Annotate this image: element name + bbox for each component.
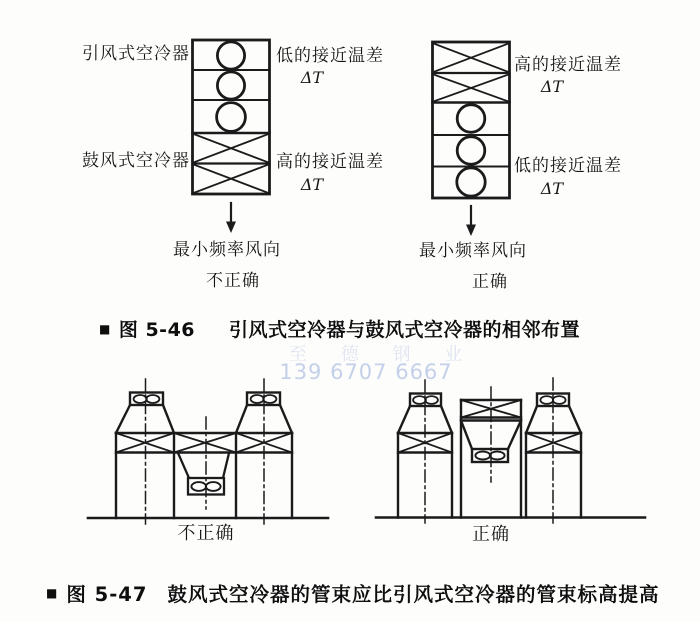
fig46-right-verdict: 正确 xyxy=(472,272,508,292)
fig46-right-stack xyxy=(433,42,510,198)
watermark-text: 至 德 钢 业 xyxy=(289,344,477,365)
fig46-left-stack xyxy=(193,40,270,194)
tube-bundle-x-icon xyxy=(116,433,292,453)
fig47-caption xyxy=(46,579,659,607)
fig46-right-delta-t-top: ΔT xyxy=(540,77,564,96)
fig46-left-verdict: 不正确 xyxy=(206,271,260,291)
fan-circle-icon xyxy=(457,105,485,197)
fig46-caption-number: 图 5-46 xyxy=(118,319,196,341)
fig46-left-delta-t-bottom: ΔT xyxy=(300,175,324,194)
fig46-left-delta-t-top: ΔT xyxy=(300,68,324,87)
forced-draft-unit-low xyxy=(178,453,229,495)
fig46-right-approach-temp-top: 高的接近温差 xyxy=(514,55,622,75)
watermark-phone: 139 6707 6667 xyxy=(279,360,453,384)
fig47-right-group xyxy=(376,378,645,523)
fig47-right-verdict: 正确 xyxy=(472,524,510,545)
fig46-label-induced-cooler: 引风式空冷器 xyxy=(82,44,190,64)
fig46-caption xyxy=(99,315,580,342)
caption-bullet-icon: ■ xyxy=(46,586,59,600)
fig46-right-approach-temp-bottom: 低的接近温差 xyxy=(514,156,622,176)
fig46-label-forced-cooler: 鼓风式空冷器 xyxy=(82,151,190,171)
fig47-left-verdict: 不正确 xyxy=(177,523,235,544)
fan-blade-icon xyxy=(475,452,504,460)
caption-bullet-icon: ■ xyxy=(99,321,111,336)
fig46-left-approach-temp-bottom: 高的接近温差 xyxy=(276,152,384,172)
fig46-left-approach-temp-top: 低的接近温差 xyxy=(276,46,384,66)
fig47-left-group xyxy=(88,379,328,524)
wind-arrow-icon xyxy=(226,203,236,233)
fan-circle-icon xyxy=(217,42,246,131)
wind-arrow-icon xyxy=(466,206,476,236)
fan-blade-icon xyxy=(134,395,160,403)
fig46-caption-text: 引风式空冷器与鼓风式空冷器的相邻布置 xyxy=(229,319,581,341)
fig47-caption-text: 鼓风式空冷器的管束应比引风式空冷器的管束标高提高 xyxy=(167,583,660,606)
fig47-caption-number: 图 5-47 xyxy=(66,583,148,606)
fig46-right-delta-t-bottom: ΔT xyxy=(540,179,564,198)
fig46-right-wind-label: 最小频率风向 xyxy=(419,241,527,261)
fig46-left-wind-label: 最小频率风向 xyxy=(173,240,281,260)
